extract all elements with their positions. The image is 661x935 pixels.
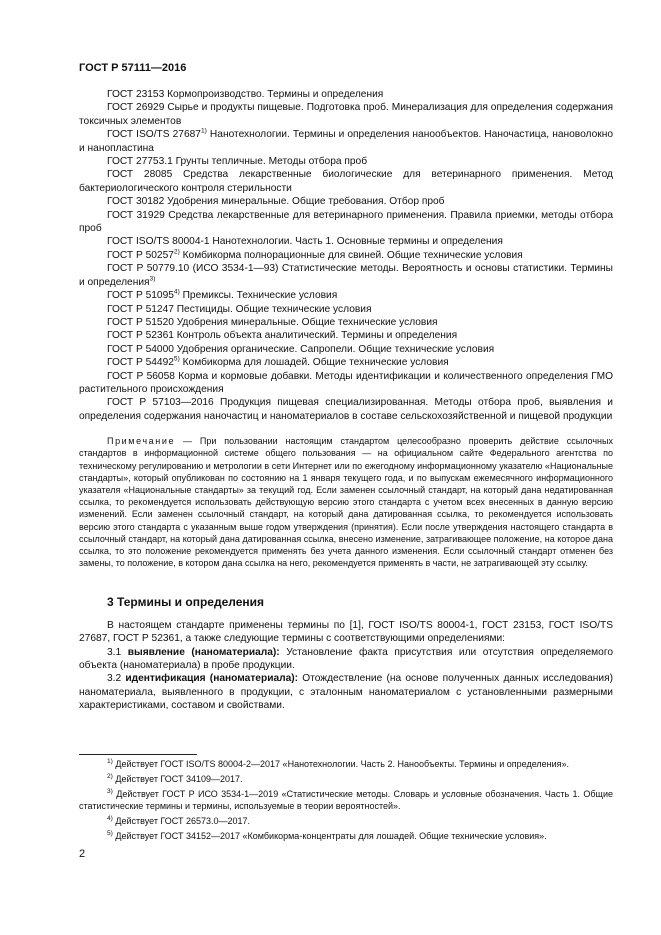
footnote-ref: 3) <box>149 275 156 283</box>
footnote-ref: 4) <box>173 288 180 296</box>
footnote-ref: 1) <box>200 127 207 135</box>
reference-item: ГОСТ Р 54000 Удобрения органические. Сапропели. Общие технические условия <box>107 343 495 355</box>
footnote-ref: 2) <box>173 248 180 256</box>
term-definition: 3.2 идентификация (наноматериала): Отождествление (на основе полученных данных исследования) наноматериала, выявленного в продукции, с эталонным наноматериалом с установленными размерными характеристиками, составом и свойствами. <box>79 673 613 712</box>
reference-item: ГОСТ ISO/TS 80004-1 Нанотехнологии. Часть 1. Основные термины и определения <box>107 236 503 248</box>
reference-item: ГОСТ Р 54492$^{5)}$ Комбикорма для лошадей. Общие технические условия <box>107 355 449 369</box>
main-content <box>79 88 613 713</box>
section-intro: В настоящем стандарте применены термины по [1], ГОСТ ISO/TS 80004-1, ГОСТ 23153, ГОСТ ISO/TS 27687, ГОСТ Р 52361, а также следующие термины с соответствующими определениями: <box>79 619 613 645</box>
footnote-item: $^{5)}$ Действует ГОСТ 34152—2017 «Комбикорма-концентраты для лошадей. Общие технические условия». <box>107 830 547 841</box>
note-block <box>79 435 613 569</box>
footnote-ref: 5) <box>173 355 180 363</box>
reference-item: ГОСТ Р 56058 Корма и кормовые добавки. Методы идентификации и количественного определения ГМО растительного происхождения <box>79 370 613 395</box>
normative-references-list <box>79 88 613 423</box>
term-name: идентификация (наноматериала): <box>125 673 299 685</box>
note-label: Примечание <box>107 436 176 447</box>
reference-item: ГОСТ 28085 Средства лекарственные биологические для ветеринарного применения. Метод бактериологического контроля стерильности <box>79 169 613 194</box>
reference-item: ГОСТ 23153 Кормопроизводство. Термины и определения <box>107 89 384 100</box>
reference-item: ГОСТ Р 51520 Удобрения минеральные. Общие технические условия <box>107 316 438 328</box>
footnote-item: $^{1)}$ Действует ГОСТ ISO/TS 80004-2—2017 «Нанотехнологии. Часть 2. Нанообъекты. Термины и определения». <box>107 758 570 769</box>
reference-item: ГОСТ Р 51095$^{4)}$ Премиксы. Технические условия <box>107 288 338 302</box>
footnote-divider <box>79 754 197 755</box>
reference-item: ГОСТ Р 52361 Контроль объекта аналитический. Термины и определения <box>107 330 458 342</box>
reference-item: ГОСТ Р 50257$^{2)}$ Комбикорма полнорационные для свиней. Общие технические условия <box>107 248 523 261</box>
reference-item: ГОСТ Р 50779.10 (ИСО 3534-1—93) Статистические методы. Вероятность и основы статистики. Термины и определения$^{3)}$ <box>79 263 613 288</box>
footnote-item: $^{4)}$ Действует ГОСТ 26573.0—2017. <box>107 815 251 826</box>
page-number: 2 <box>79 848 86 860</box>
term-definition: 3.1 выявление (наноматериала): Установление факта присутствия или отсутствия определяемого объекта (наноматериала) в пробе продукции. <box>79 646 613 672</box>
reference-item: ГОСТ 30182 Удобрения минеральные. Общие требования. Отбор проб <box>107 196 445 208</box>
reference-item: ГОСТ ISO/TS 27687$^{1)}$ Нанотехнологии. Термины и определения нанообъектов. Наночастица, нановолокно и нанопластина <box>79 127 614 154</box>
reference-item: ГОСТ 26929 Сырье и продукты пищевые. Подготовка проб. Минерализация для определения содержания токсичных элементов <box>79 102 613 127</box>
reference-item: ГОСТ Р 51247 Пестициды. Общие технические условия <box>107 303 372 315</box>
note-text: — При пользовании настоящим стандартом целесообразно проверить действие ссылочных стандартов в информационной системе общего пользования — на официальном сайте Федерального агентства по техническому регулированию и метрологии в сети Интернет или по ежегодному информационному указателю «Национальные стандарты», который опубликован по состоянию на 1 января текущего года, и по выпускам ежемесячного информационного указателя «Национальные стандарты» за текущий год. Если заменен ссылочный стандарт, на который дана недатированная ссылка, то рекомендуется использовать действующую версию этого стандарта с учетом всех внесенных в данную версию изменений. Если заменен ссылочный стандарт, на который дана датированная ссылка, то рекомендуется использовать версию этого стандарта с указанным выше годом утверждения (принятия). Если после утверждения настоящего стандарта в ссылочный стандарт, на который дана датированная ссылка, внесено изменение, затрагивающее положение, на которое дана ссылка, то это положение рекомендуется применять без учета данного изменения. Если ссылочный стандарт отменен без замены, то положение, в котором дана ссылка на него, рекомендуется применять в части, не затрагивающей эту ссылку. <box>79 436 613 569</box>
reference-item: ГОСТ 31929 Средства лекарственные для ветеринарного применения. Правила приемки, методы отбора проб <box>79 209 613 235</box>
term-name: выявление (наноматериала): <box>127 646 280 658</box>
reference-item: ГОСТ 27753.1 Грунты тепличные. Методы отбора проб <box>107 156 368 168</box>
section-heading: 3 Термины и определения <box>107 595 265 610</box>
reference-item: ГОСТ Р 57103—2016 Продукция пищевая специализированная. Методы отбора проб, выявления и определения содержания наночастиц и наноматериалов в составе сельскохозяйственной и пищевой продукции <box>79 397 613 422</box>
document-header: ГОСТ Р 57111—2016 <box>79 62 187 74</box>
footnotes <box>79 758 613 845</box>
footnote-item: $^{2)}$ Действует ГОСТ 34109—2017. <box>107 773 243 784</box>
footnote-item: $^{3)}$ Действует ГОСТ Р ИСО 3534-1—2019 «Статистические методы. Словарь и условные обозначения. Часть 1. Общие статистические термины и термины, используемые в теории вероятностей». <box>79 788 613 811</box>
